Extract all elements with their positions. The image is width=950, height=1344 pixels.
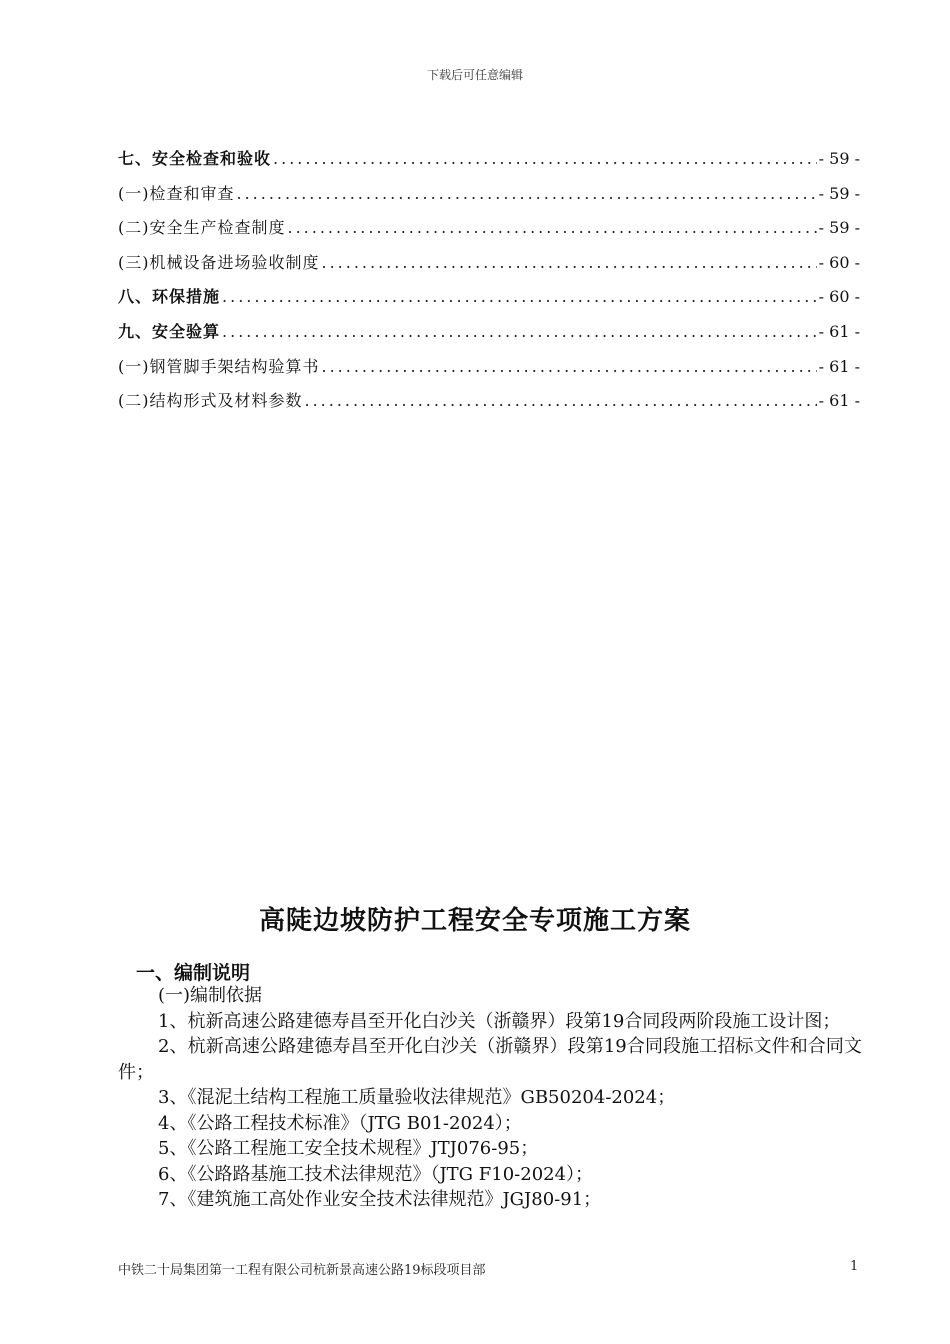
toc-entry-page: - 61 - [818,391,860,411]
toc-entry[interactable] [118,388,860,423]
footer-organization: 中铁二十局集团第一工程有限公司杭新景高速公路19标段项目部 [118,1263,486,1278]
reference-item: 4、《公路工程技术标准》（JTG B01-2024）； [158,1112,522,1134]
toc-dot-leader [237,184,817,203]
toc-entry[interactable] [118,319,860,354]
toc-dot-leader [322,357,817,376]
header-note: 下载后可任意编辑 [426,68,523,82]
toc-dot-leader [273,149,817,168]
toc-dot-leader [222,287,817,306]
toc-entry-page: - 61 - [818,321,860,341]
toc-entry-page: - 61 - [818,356,860,376]
toc-entry[interactable] [118,250,860,285]
reference-item: 3、《混泥土结构工程施工质量验收法律规范》GB50204-2024； [158,1087,676,1108]
document-title: 高陡边坡防护工程安全专项施工方案 [258,906,691,936]
toc-entry[interactable] [118,215,860,250]
toc-entry-title: (一)检查和审查 [118,183,235,203]
table-of-contents [118,146,860,423]
reference-item: 2、杭新高速公路建德寿昌至开化白沙关（浙赣界）段第19合同段施工招标文件和合同文件； [118,1036,862,1083]
toc-entry-title: (一)钢管脚手架结构验算书 [118,356,320,376]
reference-item: 1、杭新高速公路建德寿昌至开化白沙关（浙赣界）段第19合同段两阶段施工设计图； [158,1010,841,1032]
toc-entry[interactable] [118,284,860,319]
toc-entry-title: 九、安全验算 [118,321,221,341]
toc-dot-leader [305,391,817,410]
section-heading: 一、编制说明 [136,962,251,984]
toc-entry[interactable] [118,146,860,181]
reference-item: 7、《建筑施工高处作业安全技术法律规范》JGJ80-91； [158,1189,602,1210]
toc-entry-title: 八、环保措施 [118,287,221,307]
footer-page-number: 1 [850,1259,859,1274]
toc-entry-page: - 59 - [818,149,860,168]
document-body [118,983,862,1213]
toc-entry[interactable] [118,354,860,389]
toc-entry-page: - 60 - [818,287,860,307]
toc-entry-title: (二)安全生产检查制度 [118,218,286,238]
toc-entry-page: - 59 - [818,183,860,203]
reference-item: 6、《公路路基施工技术法律规范》（JTG F10-2024）； [158,1163,594,1185]
toc-entry-title: 七、安全检查和验收 [118,149,272,168]
toc-dot-leader [288,218,817,237]
subsection-heading: (一)编制依据 [158,985,263,1006]
toc-dot-leader [322,253,817,272]
toc-entry-page: - 60 - [818,252,860,272]
reference-item: 5、《公路工程施工安全技术规程》JTJ076-95； [158,1138,539,1159]
toc-entry-page: - 59 - [818,218,860,238]
toc-dot-leader [222,322,817,341]
toc-entry[interactable] [118,181,860,216]
toc-entry-title: (三)机械设备进场验收制度 [118,252,320,272]
toc-entry-title: (二)结构形式及材料参数 [118,391,303,411]
